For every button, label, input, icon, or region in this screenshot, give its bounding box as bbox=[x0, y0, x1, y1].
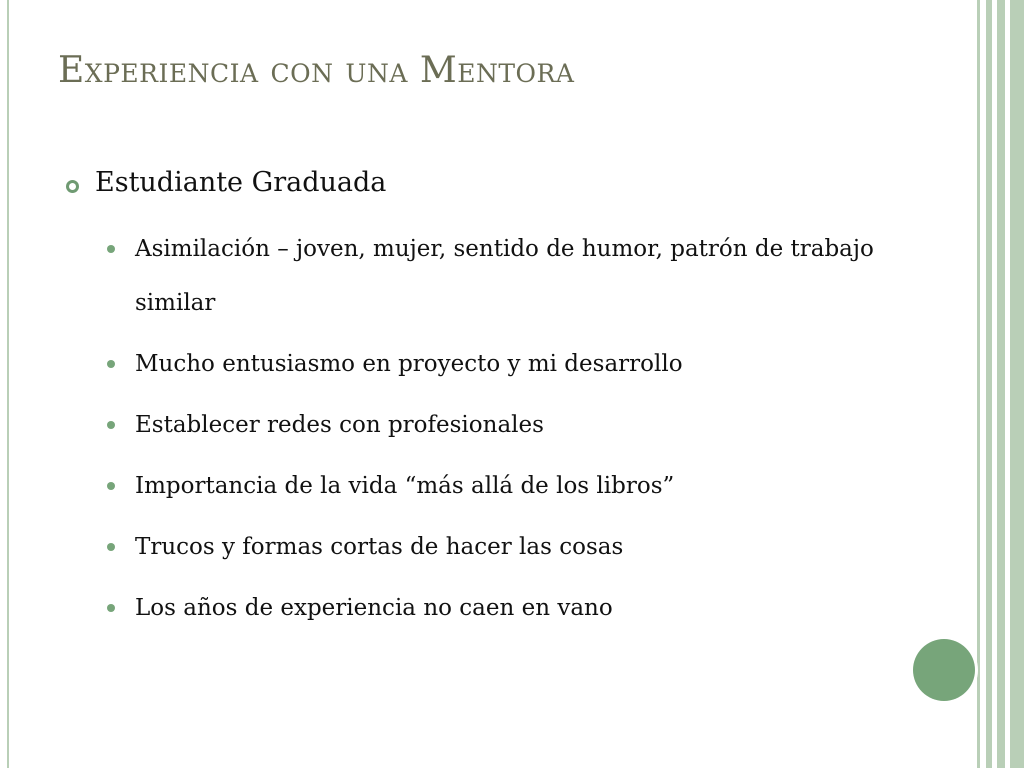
dot-bullet-icon bbox=[107, 604, 115, 612]
list-item: Trucos y formas cortas de hacer las cosas bbox=[135, 534, 624, 560]
list-item: Los años de experiencia no caen en vano bbox=[135, 595, 613, 621]
dot-bullet-icon bbox=[107, 360, 115, 368]
right-stripe bbox=[986, 0, 992, 768]
dot-bullet-icon bbox=[107, 245, 115, 253]
list-item: Mucho entusiasmo en proyecto y mi desarrollo bbox=[135, 351, 683, 377]
list-item: Importancia de la vida “más allá de los libros” bbox=[135, 473, 675, 499]
dot-bullet-icon bbox=[107, 421, 115, 429]
right-stripe bbox=[977, 0, 980, 768]
right-stripe bbox=[1010, 0, 1024, 768]
slide-title: Experiencia con una Mentora bbox=[58, 50, 575, 91]
right-stripe bbox=[997, 0, 1005, 768]
dot-bullet-icon bbox=[107, 543, 115, 551]
ring-bullet-icon bbox=[66, 180, 79, 193]
level1-heading: Estudiante Graduada bbox=[95, 167, 387, 198]
list-item: Establecer redes con profesionales bbox=[135, 412, 544, 438]
list-item: Asimilación – joven, mujer, sentido de humor, patrón de trabajo similar bbox=[135, 236, 874, 316]
dot-bullet-icon bbox=[107, 482, 115, 490]
